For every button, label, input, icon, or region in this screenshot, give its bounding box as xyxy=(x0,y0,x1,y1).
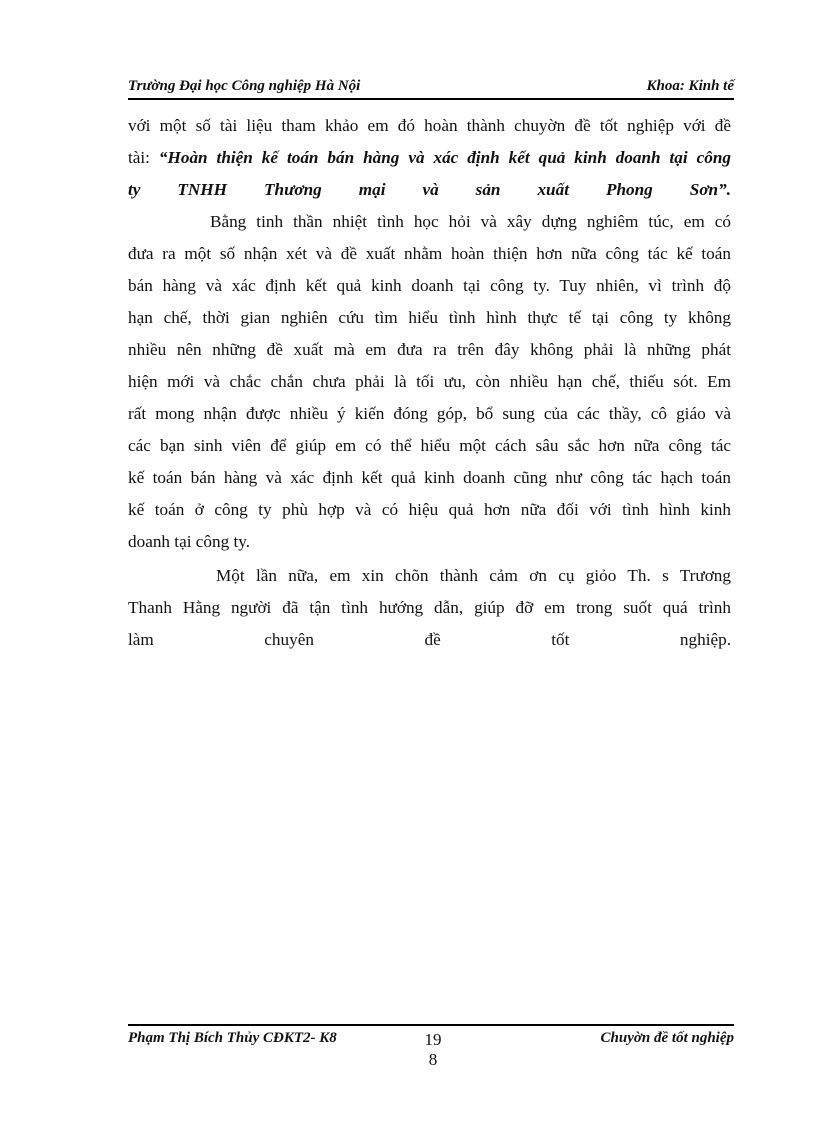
text-line: hiện mới và chắc chắn chưa phải là tối ưu, còn nhiều hạn chế, thiếu sót. Em xyxy=(128,372,731,391)
text-line: nhiều nên những đề xuất mà em đưa ra trên đây không phải là những phát xyxy=(128,340,731,359)
text-line: hạn chế, thời gian nghiên cứu tìm hiểu tình hình thực tế tại công ty không xyxy=(128,308,731,327)
text-line: bán hàng và xác định kết quả kinh doanh tại công ty. Tuy nhiên, vì trình độ xyxy=(128,276,731,295)
page-number-top: 19 xyxy=(424,1030,442,1049)
thanks-paragraph xyxy=(128,560,731,656)
text-line: đưa ra một số nhận xét và đề xuất nhằm hoàn thiện hơn nữa công tác kế toán xyxy=(128,244,731,263)
header-faculty: Khoa: Kinh tế xyxy=(646,78,734,94)
text-line: doanh tại công ty. xyxy=(128,532,251,551)
topic-prefix: tài: xyxy=(128,148,159,167)
page-footer xyxy=(128,1024,734,1076)
text-line: kế toán ở công ty phù hợp và có hiệu quả hơn nữa đối với tình hình kinh xyxy=(128,500,731,519)
text-line: Bằng tinh thần nhiệt tình học hỏi và xây dựng nghiêm túc, em có xyxy=(210,212,731,231)
text-line: với một số tài liệu tham khảo em đó hoàn thành chuyờn đề tốt nghiệp với đề xyxy=(128,116,731,135)
footer-doc-type: Chuyờn đề tốt nghiệp xyxy=(600,1030,734,1046)
text-line: kế toán bán hàng và xác định kết quả kinh doanh cũng như công tác hạch toán xyxy=(128,468,731,487)
text-line: làm chuyên đề tốt nghiệp. xyxy=(128,630,731,649)
text-line: Một lần nữa, em xin chõn thành cảm ơn cụ giỏo Th. s Trương xyxy=(216,566,731,585)
topic-title-part2: ty TNHH Thương mại và sản xuất Phong Sơn”. xyxy=(128,180,731,199)
main-paragraph xyxy=(128,206,731,558)
page-number xyxy=(418,1030,448,1070)
page-header xyxy=(128,76,734,100)
footer-author: Phạm Thị Bích Thủy CĐKT2- K8 xyxy=(128,1030,337,1046)
intro-paragraph xyxy=(128,110,731,206)
page-number-bottom: 8 xyxy=(428,1050,438,1069)
header-school: Trường Đại học Công nghiệp Hà Nội xyxy=(128,78,361,94)
topic-title-part1: “Hoàn thiện kế toán bán hàng và xác định kết quả kinh doanh tại công xyxy=(158,148,731,167)
text-line: rất mong nhận được nhiều ý kiến đóng góp, bổ sung của các thầy, cô giáo và xyxy=(128,404,731,423)
topic-line xyxy=(128,142,731,174)
text-line: các bạn sinh viên để giúp em có thể hiểu một cách sâu sắc hơn nữa công tác xyxy=(128,436,731,455)
text-line: Thanh Hằng người đã tận tình hướng dẫn, giúp đỡ em trong suốt quá trình xyxy=(128,598,731,617)
